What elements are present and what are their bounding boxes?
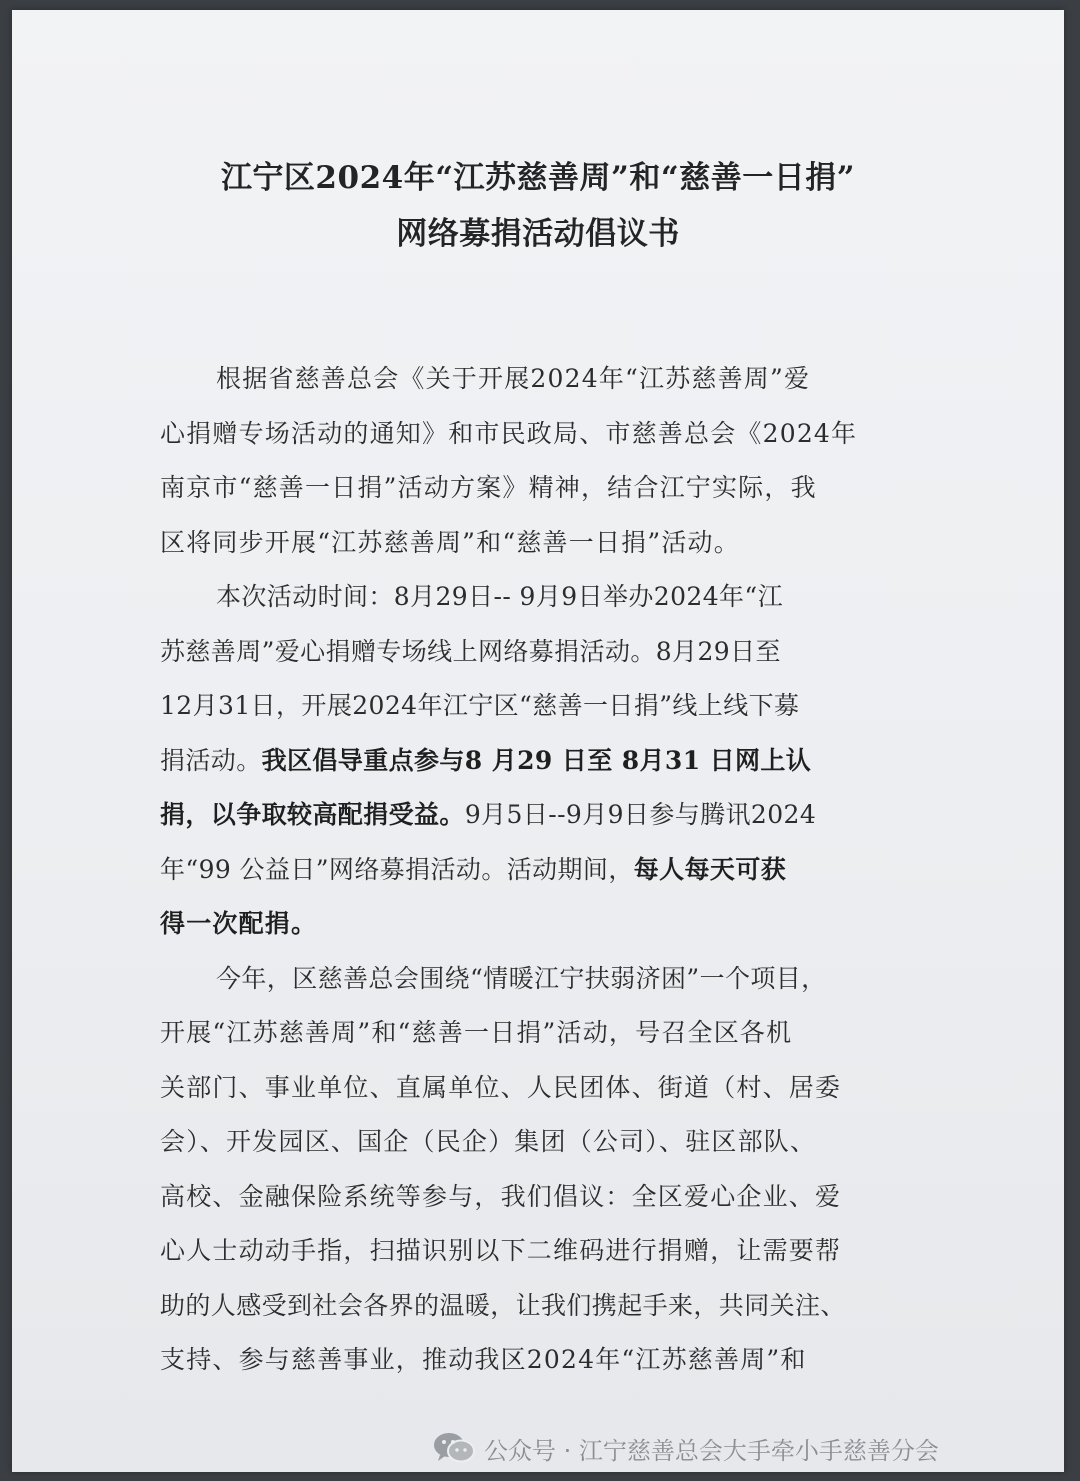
paragraph-2-line-6-text: 年“99 公益日”网络募捐活动。活动期间， (160, 854, 634, 884)
paragraph-1-line-1: 根据省慈善总会《关于开展2024年“江苏慈善周”爱 (216, 364, 811, 393)
paragraph-1-line-2: 心捐赠专场活动的通知》和市民政局、市慈善总会《2024年 (160, 418, 858, 448)
paragraph-3-line-3: 关部门、事业单位、直属单位、人民团体、街道（村、居委 (160, 1072, 842, 1102)
paragraph-3-line-1: 今年，区慈善总会围绕“情暖江宁扶弱济困”一个项目， (216, 963, 827, 993)
paragraph-2-line-7: 得一次配捐。 (160, 909, 318, 938)
watermark (432, 1428, 939, 1468)
paragraph-2-line-1: 本次活动时间：8月29日-- 9月9日举办2024年“江 (216, 582, 783, 611)
document-title-line-1: 江宁区2024年“江苏慈善周”和“慈善一日捐” (220, 160, 856, 196)
paragraph-2-line-5 (160, 788, 900, 843)
paragraph-3-line-4: 会）、开发园区、国企（民企）集团（公司）、驻区部队、 (160, 1127, 817, 1156)
paragraph-3-line-2: 开展“江苏慈善周”和“慈善一日捐”活动，号召全区各机 (160, 1018, 793, 1047)
paragraph-3-line-7: 助的人感受到社会各界的温暖，让我们携起手来，共同关注、 (160, 1290, 846, 1320)
watermark-text: 公众号 · 江宁慈善总会大手牵小手慈善分会 (484, 1436, 939, 1465)
document-title-line-2: 网络募捐活动倡议书 (396, 216, 680, 252)
paragraph-2-line-3: 12月31日，开展2024年江宁区“慈善一日捐”线上线下募 (160, 691, 800, 720)
paragraph-3-line-5: 高校、金融保险系统等参与，我们倡议：全区爱心企业、爱 (160, 1181, 842, 1211)
paragraph-2-line-5-emphasis: 捐，以争取较高配捐受益。 (160, 800, 465, 829)
paragraph-2-line-5-text: 9月5日--9月9日参与腾讯2024 (464, 800, 817, 829)
paragraph-2-line-4 (160, 734, 900, 789)
wechat-icon (432, 1431, 476, 1465)
paragraph-1-line-3: 南京市“慈善一日捐”活动方案》精神，结合江宁实际，我 (160, 473, 817, 502)
document-body (160, 352, 900, 1388)
paragraph-2-line-6-emphasis: 每人每天可获 (633, 854, 787, 884)
paragraph-2-line-4-emphasis: 我区倡导重点参与8 月29 日至 8月31 日网上认 (261, 745, 812, 775)
paragraph-2-line-4-text: 捐活动。 (160, 745, 262, 775)
paragraph-3-line-6: 心人士动动手指，扫描识别以下二维码进行捐赠，让需要帮 (160, 1236, 842, 1265)
paragraph-2-line-6 (160, 843, 900, 898)
paragraph-2-line-2: 苏慈善周”爱心捐赠专场线上网络募捐活动。8月29日至 (160, 636, 781, 666)
paragraph-3-line-8: 支持、参与慈善事业，推动我区2024年“江苏慈善周”和 (160, 1345, 807, 1374)
paragraph-1-line-4: 区将同步开展“江苏慈善周”和“慈善一日捐”活动。 (160, 527, 740, 557)
document-page (12, 10, 1064, 1472)
